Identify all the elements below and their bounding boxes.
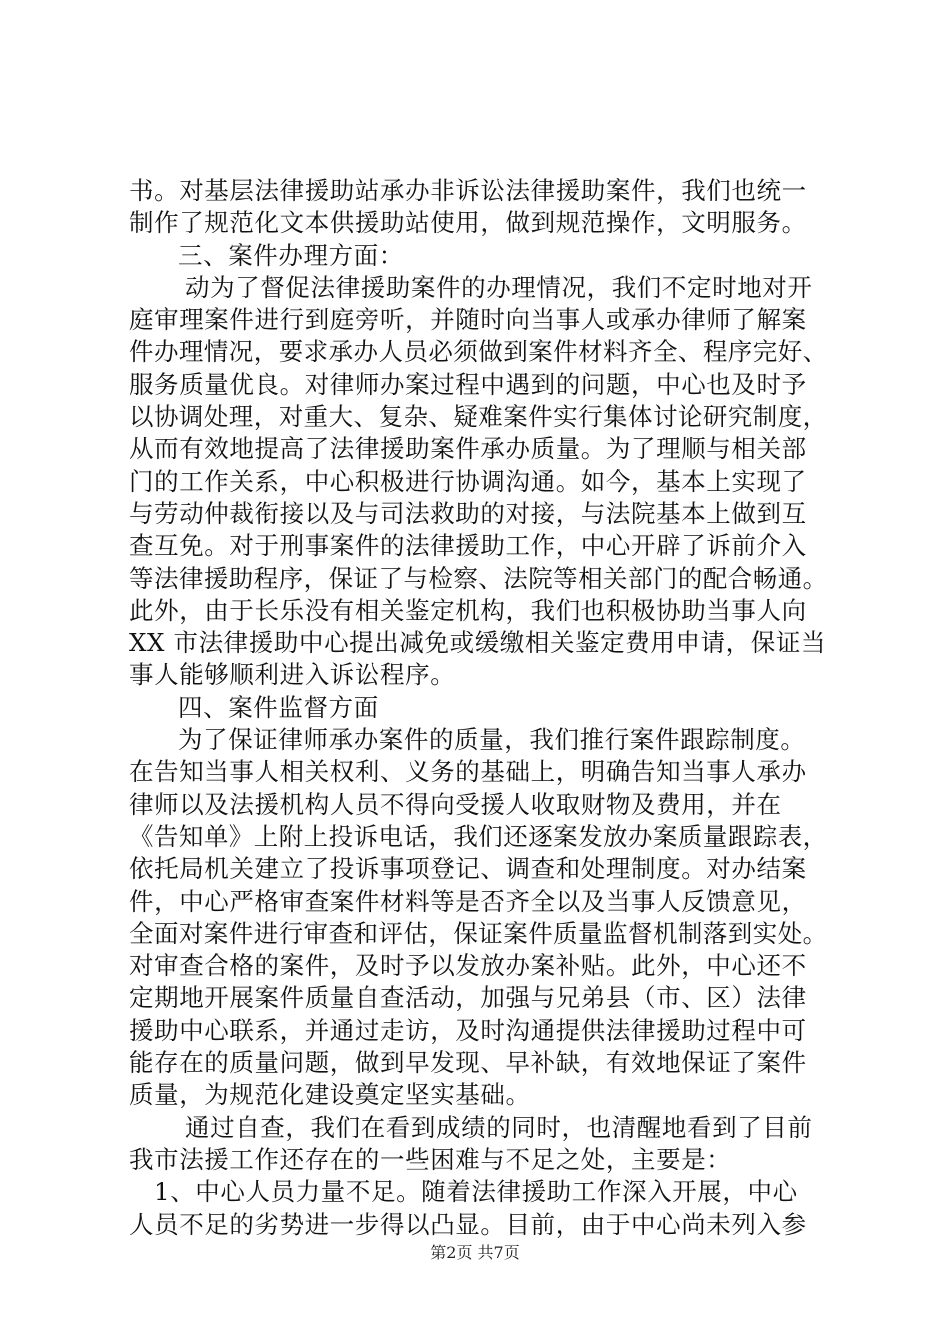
paragraph-line: 1、中心人员力量不足。随着法律援助工作深入开展，中心: [154, 1177, 798, 1207]
paragraph-line: 质量，为规范化建设奠定坚实基础。: [129, 1080, 531, 1110]
paragraph-line: 通过自查，我们在看到成绩的同时，也清醒地看到了目前: [185, 1112, 813, 1142]
paragraph-line: 从而有效地提高了法律援助案件承办质量。为了理顺与相关部: [129, 434, 807, 464]
document-body: [129, 175, 829, 1241]
paragraph-line: 查互免。对于刑事案件的法律援助工作，中心开辟了诉前介入: [129, 531, 807, 561]
paragraph-line: 等法律援助程序，保证了与检察、法院等相关部门的配合畅通。: [129, 563, 828, 593]
paragraph-line: 件办理情况，要求承办人员必须做到案件材料齐全、程序完好、: [129, 337, 828, 367]
paragraph-line: 我市法援工作还存在的一些困难与不足之处，主要是：: [129, 1144, 732, 1174]
paragraph-line: 在告知当事人相关权利、义务的基础上，明确告知当事人承办: [129, 757, 807, 787]
paragraph-line: 件，中心严格审查案件材料等是否齐全以及当事人反馈意见，: [129, 886, 807, 916]
paragraph-line: XX 市法律援助中心提出减免或缓缴相关鉴定费用申请，保证当: [129, 628, 827, 658]
paragraph-line: 门的工作关系，中心积极进行协调沟通。如今，基本上实现了: [129, 466, 807, 496]
paragraph-line: 书。对基层法律援助站承办非诉讼法律援助案件，我们也统一: [129, 176, 807, 205]
paragraph-line: 事人能够顺利进入诉讼程序。: [129, 660, 456, 690]
paragraph-line: 人员不足的劣势进一步得以凸显。目前，由于中心尚未列入参: [129, 1209, 807, 1239]
paragraph-line: 全面对案件进行审查和评估，保证案件质量监督机制落到实处。: [129, 918, 828, 948]
paragraph-line: 为了保证律师承办案件的质量，我们推行案件跟踪制度。: [178, 725, 806, 755]
paragraph-line: 庭审理案件进行到庭旁听，并随时向当事人或承办律师了解案: [129, 305, 807, 335]
paragraph-line: 依托局机关建立了投诉事项登记、调查和处理制度。对办结案: [129, 854, 807, 884]
paragraph-line: 此外，由于长乐没有相关鉴定机构，我们也积极协助当事人向: [129, 595, 807, 625]
paragraph-line: 服务质量优良。对律师办案过程中遇到的问题，中心也及时予: [129, 369, 807, 399]
paragraph-line: 对审查合格的案件，及时予以发放办案补贴。此外，中心还不: [129, 951, 807, 981]
paragraph-line: 与劳动仲裁衔接以及与司法救助的对接，与法院基本上做到互: [129, 498, 807, 528]
section-heading: 四、案件监督方面: [178, 692, 379, 722]
section-heading: 三、案件办理方面：: [178, 240, 404, 270]
paragraph-line: 能存在的质量问题，做到早发现、早补缺，有效地保证了案件: [129, 1048, 807, 1078]
paragraph-line: 《告知单》上附上投诉电话，我们还逐案发放办案质量跟踪表，: [129, 821, 828, 851]
paragraph-line: 以协调处理，对重大、复杂、疑难案件实行集体讨论研究制度，: [129, 402, 828, 432]
paragraph-line: 援助中心联系，并通过走访，及时沟通提供法律援助过程中可: [129, 1015, 807, 1045]
paragraph-line: 制作了规范化文本供援助站使用，做到规范操作，文明服务。: [129, 208, 807, 238]
paragraph-line: 律师以及法援机构人员不得向受援人收取财物及费用，并在: [129, 789, 782, 819]
page-number-footer: 第2页 共7页: [430, 1243, 520, 1262]
paragraph-line: 定期地开展案件质量自查活动，加强与兄弟县（市、区）法律: [129, 983, 807, 1013]
paragraph-line: 动为了督促法律援助案件的办理情况，我们不定时地对开: [185, 272, 813, 302]
